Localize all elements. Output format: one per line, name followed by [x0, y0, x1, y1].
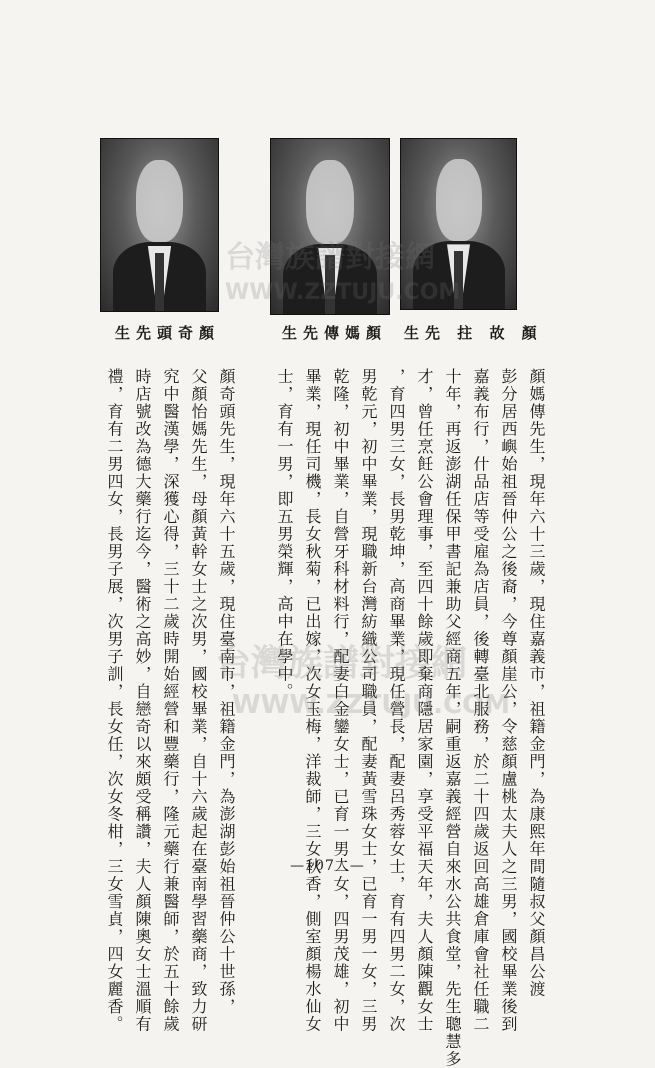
watermark-top-en: WWW.ZZTUJU.COM	[225, 280, 461, 305]
caption-left: 生先頭奇顏	[115, 324, 221, 342]
watermark-bottom-cn: 台灣族譜對接網	[215, 643, 468, 684]
text-column: 時店號改為德大藥行迄今，醫術之高妙，自戀奇以來頗受稱讚，夫人顏陳奧女士溫順有	[133, 368, 152, 1033]
text-column: 究中醫漢學，深獲心得，三十二歲時開始經營和豐藥行，隆元藥行兼醫師，於五十餘歲	[161, 368, 180, 1033]
caption-right: 生先 拄 故 顏	[404, 324, 543, 342]
caption-middle: 生先傳媽顏	[282, 324, 388, 342]
watermark-bottom-en: WWW.ZZTUJU.COM	[232, 690, 511, 720]
text-column: 乾隆，初中畢業，自營牙科材料行，配妻白金鑾女士，已育一男二女，四男茂雄，初中	[331, 368, 350, 1033]
watermark-top-cn: 台灣族譜對接網	[225, 240, 435, 275]
text-column: 顏奇頭先生，現年六十五歲，現住臺南市，祖籍金門，為澎湖彭始祖晉仲公十世孫，	[217, 368, 236, 1016]
text-column: 顏媽傳先生，現年六十三歲，現住嘉義市，祖籍金門，為康熙年間隨叔父顏昌公渡	[527, 368, 546, 998]
text-column: ，育四男三女，長男乾坤，高商畢業，現任營長，配妻呂秀蓉女士，育有四男二女，次	[387, 368, 406, 1033]
text-column: 男乾元，初中畢業，現職新台灣紡織公司職員，配妻黃雪珠女士，已育一男一女，三男	[359, 368, 378, 1033]
text-column: 才，曾任烹飪公會理事，至四十餘歲即棄商隱居家園，享受平福天年，夫人顏陳觀女士	[415, 368, 434, 1033]
text-column: 士，育有一男，即五男榮輝，高中在學中。	[275, 368, 294, 701]
portrait-photo-left	[100, 138, 219, 312]
text-column: 彭分居西嶼始祖晉仲公之後裔，今尊顏崖公，令慈顏盧桃太夫人之三男，國校畢業後到	[499, 368, 518, 1033]
text-column: 畢業，現任司機，長女秋菊，已出嫁，次女玉梅，洋裁師，三女秋香，側室顏楊水仙女	[303, 368, 322, 1033]
text-column: 嘉義布行，什品店等受雇為店員，後轉臺北服務，於二十四歲返回高雄倉庫會社任職二	[471, 368, 490, 1033]
page-number: —107人—	[290, 858, 365, 874]
text-column: 父顏怡媽先生，母顏黃幹女士之次男，國校畢業，自十六歲起在臺南學習藥商，致力研	[189, 368, 208, 1033]
text-column: 禮，育有二男四女，長男子展，次男子訓，長女任，次女冬柑，三女雪貞，四女麗香。	[105, 368, 124, 1033]
text-column: 十年，再返澎湖任保甲書記兼助父經商五年，嗣重返嘉義經營自來水公共食堂，先生聰慧多	[443, 368, 462, 1068]
